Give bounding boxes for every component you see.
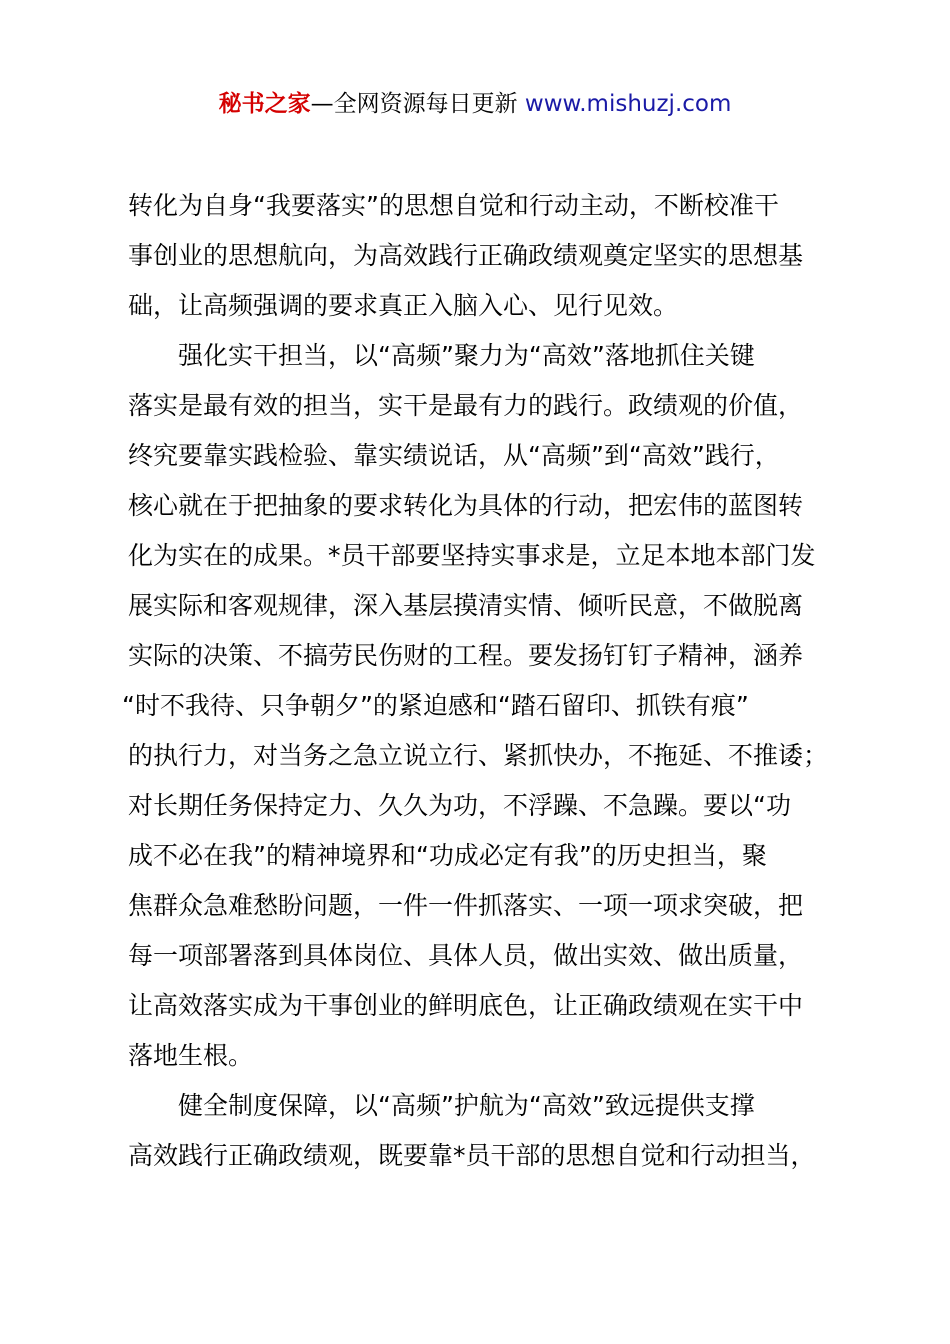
section-heading-line: 健全制度保障，以“高频”护航为“高效”致远提供支撑 — [178, 1091, 755, 1120]
text-line: 落地生根。 — [128, 1041, 254, 1070]
text-line: 的执行力，对当务之急立说立行、紧抓快办，不拖延、不推诿； — [128, 741, 829, 770]
text-line: 础，让高频强调的要求真正入脑入心、见行见效。 — [128, 291, 679, 320]
page-header — [0, 86, 950, 122]
text-line: 实际的决策、不搞劳民伤财的工程。要发扬钉钉子精神，涵养 — [128, 641, 804, 670]
site-url-link[interactable]: www.mishuzj.com — [524, 91, 732, 117]
text-line: “时不我待、只争朝夕”的紧迫感和“踏石留印、抓铁有痕” — [122, 691, 749, 720]
document-body — [122, 181, 838, 1181]
section-heading-line: 强化实干担当，以“高频”聚力为“高效”落地抓住关键 — [178, 341, 755, 370]
brand-name: 秘书之家 — [218, 91, 311, 117]
text-line: 展实际和客观规律，深入基层摸清实情、倾听民意，不做脱离 — [128, 591, 804, 620]
text-line: 让高效落实成为干事创业的鲜明底色，让正确政绩观在实干中 — [128, 991, 804, 1020]
text-line: 成不必在我”的精神境界和“功成必定有我”的历史担当，聚 — [128, 841, 767, 870]
text-line: 落实是最有效的担当，实干是最有力的践行。政绩观的价值， — [128, 391, 804, 420]
header-tagline: —全网资源每日更新 — [310, 91, 525, 117]
text-line: 核心就在于把抽象的要求转化为具体的行动，把宏伟的蓝图转 — [128, 491, 804, 520]
text-line: 终究要靠实践检验、靠实绩说话，从“高频”到“高效”践行， — [128, 441, 780, 470]
text-line: 化为实在的成果。*员干部要坚持实事求是，立足本地本部门发 — [128, 541, 816, 570]
text-line: 高效践行正确政绩观，既要靠*员干部的思想自觉和行动担当， — [128, 1141, 816, 1170]
text-line: 每一项部署落到具体岗位、具体人员，做出实效、做出质量， — [128, 941, 804, 970]
text-line: 焦群众急难愁盼问题，一件一件抓落实、一项一项求突破，把 — [128, 891, 804, 920]
text-line: 事创业的思想航向，为高效践行正确政绩观奠定坚实的思想基 — [128, 241, 804, 270]
text-line: 对长期任务保持定力、久久为功，不浮躁、不急躁。要以“功 — [128, 791, 791, 820]
text-line: 转化为自身“我要落实”的思想自觉和行动主动，不断校准干 — [128, 191, 779, 220]
